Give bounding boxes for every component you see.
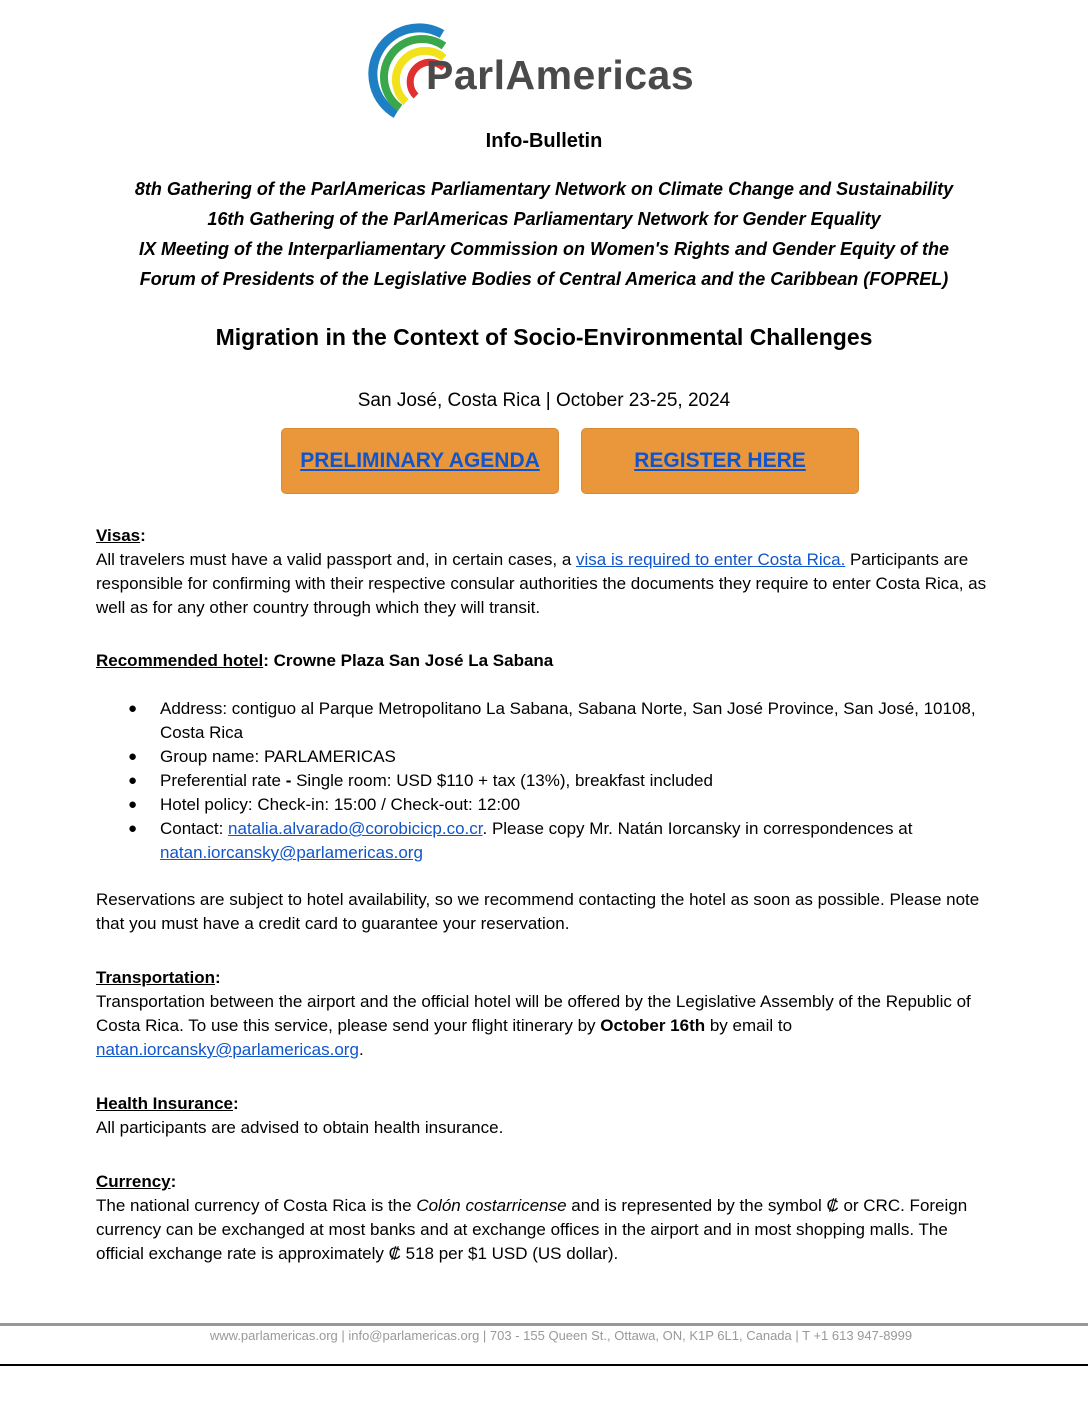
hotel-name: : Crowne Plaza San José La Sabana (263, 651, 554, 670)
footer-divider-bottom (0, 1364, 1088, 1366)
list-item: ● Hotel policy: Check-in: 15:00 / Check-out: 12:00 (96, 793, 996, 817)
list-item: ● Address: contiguo al Parque Metropolitano La Sabana, Sabana Norte, San José Province, San José, 10108, Costa Rica (128, 699, 976, 742)
bullet-icon: ● (128, 772, 138, 789)
transportation-section (96, 966, 996, 1062)
transportation-heading: Transportation: (96, 968, 221, 987)
transportation-text: Transportation between the airport and the official hotel will be offered by the Legislative Assembly of the Republic of Costa Rica. To use this service, please send your flight itinerary by October 16th by email to natan.iorcansky@parlamericas.org. (96, 992, 971, 1059)
hotel-details-list (96, 697, 996, 865)
cc-email-link[interactable]: natan.iorcansky@parlamericas.org (160, 843, 423, 862)
visas-heading: Visas: (96, 526, 146, 545)
transportation-email-link[interactable]: natan.iorcansky@parlamericas.org (96, 1040, 359, 1059)
preliminary-agenda-button[interactable]: PRELIMINARY AGENDA (281, 428, 559, 494)
event-location-date: San José, Costa Rica | October 23-25, 2024 (357, 390, 731, 411)
register-here-button[interactable]: REGISTER HERE (581, 428, 859, 494)
footer-divider-top (0, 1323, 1088, 1326)
hotel-heading: Recommended hotel: Crowne Plaza San José La Sabana (96, 651, 554, 670)
visas-text: All travelers must have a valid passport and, in certain cases, a visa is required to enter Costa Rica. Participants are responsible for confirming with their respective consular authorities the documents they require to enter Costa Rica, as well as for any other country through which they will transit. (96, 550, 987, 617)
currency-text: The national currency of Costa Rica is the Colón costarricense and is represented by the symbol ₡ or CRC. Foreign currency can be exchanged at most banks and at exchange offices in the airport and in most shopping malls. The official exchange rate is approximately ₡ 518 per $1 USD (US dollar). (96, 1196, 968, 1263)
subtitle-line: 8th Gathering of the ParlAmericas Parliamentary Network on Climate Change and Sustainability (134, 179, 954, 199)
list-item: ● Preferential rate - Single room: USD $110 + tax (13%), breakfast included (96, 769, 996, 793)
event-subtitles (0, 174, 1088, 294)
reservation-note: Reservations are subject to hotel availability, so we recommend contacting the hotel as soon as possible. Please note that you must have a credit card to guarantee your reservation. (96, 890, 980, 933)
hotel-contact-email-link[interactable]: natalia.alvarado@corobicicp.co.cr (228, 819, 483, 838)
bullet-icon: ● (128, 796, 138, 813)
footer-contact-info: www.parlamericas.org | info@parlamericas.org | 703 - 155 Queen St., Ottawa, ON, K1P 6L1, Canada | T +1 613 947-8999 (209, 1328, 913, 1343)
itinerary-deadline: October 16th (600, 1016, 706, 1035)
subtitle-line: Forum of Presidents of the Legislative Bodies of Central America and the Caribbean (FOPREL) (139, 269, 949, 289)
currency-name: Colón costarricense (416, 1196, 567, 1215)
bullet-icon: ● (128, 748, 138, 765)
hotel-section (96, 649, 996, 865)
logo-wordmark: ParlAmericas (426, 52, 695, 98)
bullet-icon: ● (128, 700, 138, 717)
subtitle-line: IX Meeting of the Interparliamentary Commission on Women's Rights and Gender Equity of the (138, 239, 950, 259)
bulletin-label: Info-Bulletin (485, 130, 603, 152)
visa-requirements-link[interactable]: visa is required to enter Costa Rica. (576, 550, 846, 569)
visas-section (96, 524, 996, 620)
health-insurance-heading: Health Insurance: (96, 1094, 239, 1113)
currency-section (96, 1170, 996, 1266)
page-title: Migration in the Context of Socio-Environmental Challenges (215, 324, 873, 350)
bullet-icon: ● (128, 820, 138, 837)
parlamericas-logo (356, 22, 716, 118)
list-item: ● Group name: PARLAMERICAS (96, 745, 996, 769)
subtitle-line: 16th Gathering of the ParlAmericas Parliamentary Network for Gender Equality (207, 209, 881, 229)
health-insurance-section (96, 1092, 996, 1140)
health-insurance-text: All participants are advised to obtain health insurance. (96, 1118, 504, 1137)
list-item: ● Contact: natalia.alvarado@corobicicp.co.cr. Please copy Mr. Natán Iorcansky in correspondences at natan.iorcansky@parlamericas.org (128, 819, 913, 862)
currency-heading: Currency: (96, 1172, 177, 1191)
